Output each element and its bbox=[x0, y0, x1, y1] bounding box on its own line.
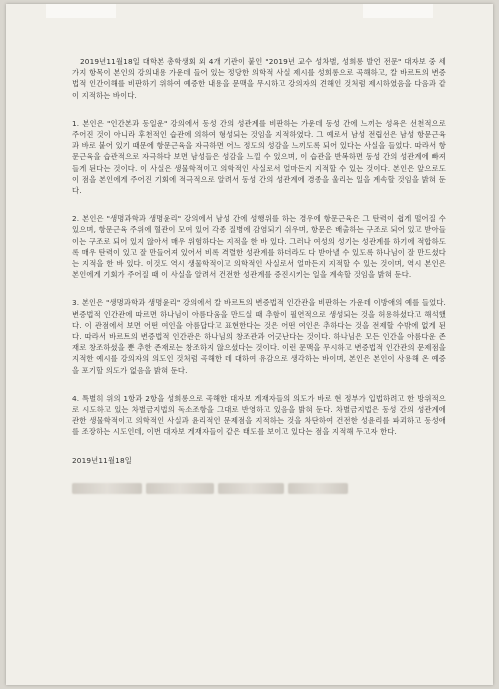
redacted-signature bbox=[72, 483, 446, 494]
intro-paragraph: 2019년11월18일 대학본 총학생회 외 4개 기관이 붙인 "2019년 교수 성차별, 성희롱 발언 전문" 대자보 중 세 가지 항목이 본인의 강의내용 가운데 들어 있는 정당한 의학적 사실 제시를 성희롱으로 곡해하고, 칼 바르트의 변증법적 인간이해를 비판하기 위하여 예증한 내용을 문맥을 무시하고 강의자의 견해인 것처럼 제시하였음을 다음과 같이 지적하는 바이다. bbox=[72, 57, 446, 100]
redaction-block bbox=[288, 483, 348, 494]
redaction-block bbox=[72, 483, 142, 494]
tape-strip bbox=[363, 4, 433, 18]
section-2-paragraph: 2. 본인은 "생명과학과 생명윤리" 강의에서 남성 간에 성행위를 하는 경우에 항문근육은 그 탄력이 쉽게 떨어질 수 있으며, 항문근육 주위에 혈관이 모여 있어 각종 질병에 감염되기 쉬우며, 항문은 배출하는 구조로 되어 있고 받아들이는 구조로 되어 있지 않아서 매우 위험하다는 지적을 한 바 있다. 그러나 여성의 성기는 성관계를 하기에 적합하도록 매우 탄력이 있고 잘 만들어져 있어서 비록 격렬한 성관계를 하더라도 다 받아낼 수 있도록 하나님이 잘 만드셨다는 지적을 한 바 있다. 이것도 역시 생물학적이고 의학적인 사실로서 얼마든지 지적할 수 있는 것이며, 역시 본인은 본인에게 기회가 주어질 때 이 사실을 알려서 건전한 성관계를 증진시키는 일을 계속할 것임을 밝혀 둔다. bbox=[72, 214, 446, 280]
section-4-paragraph: 4. 특별히 위의 1항과 2항을 성희롱으로 곡해한 대자보 게재자들의 의도가 바로 현 정부가 입법하려고 한 방위적으로 시도하고 있는 차별금지법의 독소조항을 그대로 반영하고 있음을 밝혀 둔다. 차별금지법은 동성 간의 성관계에 관한 생물학적이고 의학적인 사실과 윤리적인 문제점을 지적하는 것을 차단하여 건전한 성윤리를 파괴하고 동성애를 조장하는 시도인데, 이번 대자보 게재자들이 같은 태도를 보이고 있다는 점을 지적해 두고자 한다. bbox=[72, 393, 446, 437]
statement-body bbox=[72, 56, 446, 494]
section-3-paragraph: 3. 본인은 "생명과학과 생명윤리" 강의에서 칼 바르트의 변증법적 인간관을 비판하는 가운데 이방애의 예를 들었다. 변증법적 인간관에 따르면 하나님이 아름다움을 만드실 때 추함이 필연적으로 생성되는 것을 허용하셨다고 해석했다. 이 관점에서 보면 어떤 여인을 아름답다고 표현한다는 것은 어떤 여인은 추하다는 것을 전제할 수밖에 없게 된다. 따라서 바르트의 변증법적 인간관은 하나님의 창조관과 어긋난다는 것이다. 하나님은 모든 인간을 아름다운 존재로 창조하셨을 뿐 추한 존재로는 창조하지 않으셨다는 것이다. 이런 문맥을 무시하고 변증법적 인간관의 문제점을 지적한 예시를 강의자의 의도인 것처럼 곡해한 데 대하여 유감으로 생각하는 바이며, 본인은 본인이 사용해 온 예증을 포기할 의도가 없음을 밝혀 둔다. bbox=[72, 298, 446, 375]
redaction-block bbox=[218, 483, 284, 494]
redaction-block bbox=[146, 483, 214, 494]
section-1-paragraph: 1. 본인은 "인간본과 동일운" 강의에서 동성 간의 성관계를 비판하는 가운데 동성 간에 느끼는 성욕은 선천적으로 주어진 것이 아니라 후천적인 습관에 의하여 형성되는 것임을 지적하였다. 그 예로서 남성 전립선은 남성 항문근육과 바로 붙어 있기 때문에 항문근육을 자극하면 어느 정도의 성감을 느끼도록 되어 있다는 사실을 들었다. 따라서 항문근육을 습관적으로 자극하다 보면 남성들은 성감을 느낄 수 있으며, 이 습관을 반복하면 동성 간의 성관계에 빠져들게 된다는 것이다. 이 사실은 생물학적이고 의학적인 사실로서 얼마든지 지적할 수 있는 것이다. 본인은 앞으로도 이 점을 본인에게 주어진 기회에 적극적으로 알려서 동성 간의 성관계에 경종을 울리는 일을 계속할 것임을 밝혀 둔다. bbox=[72, 118, 446, 196]
document-date: 2019년11월18일 bbox=[72, 455, 132, 465]
document-page bbox=[6, 4, 493, 685]
tape-strip bbox=[46, 4, 116, 18]
